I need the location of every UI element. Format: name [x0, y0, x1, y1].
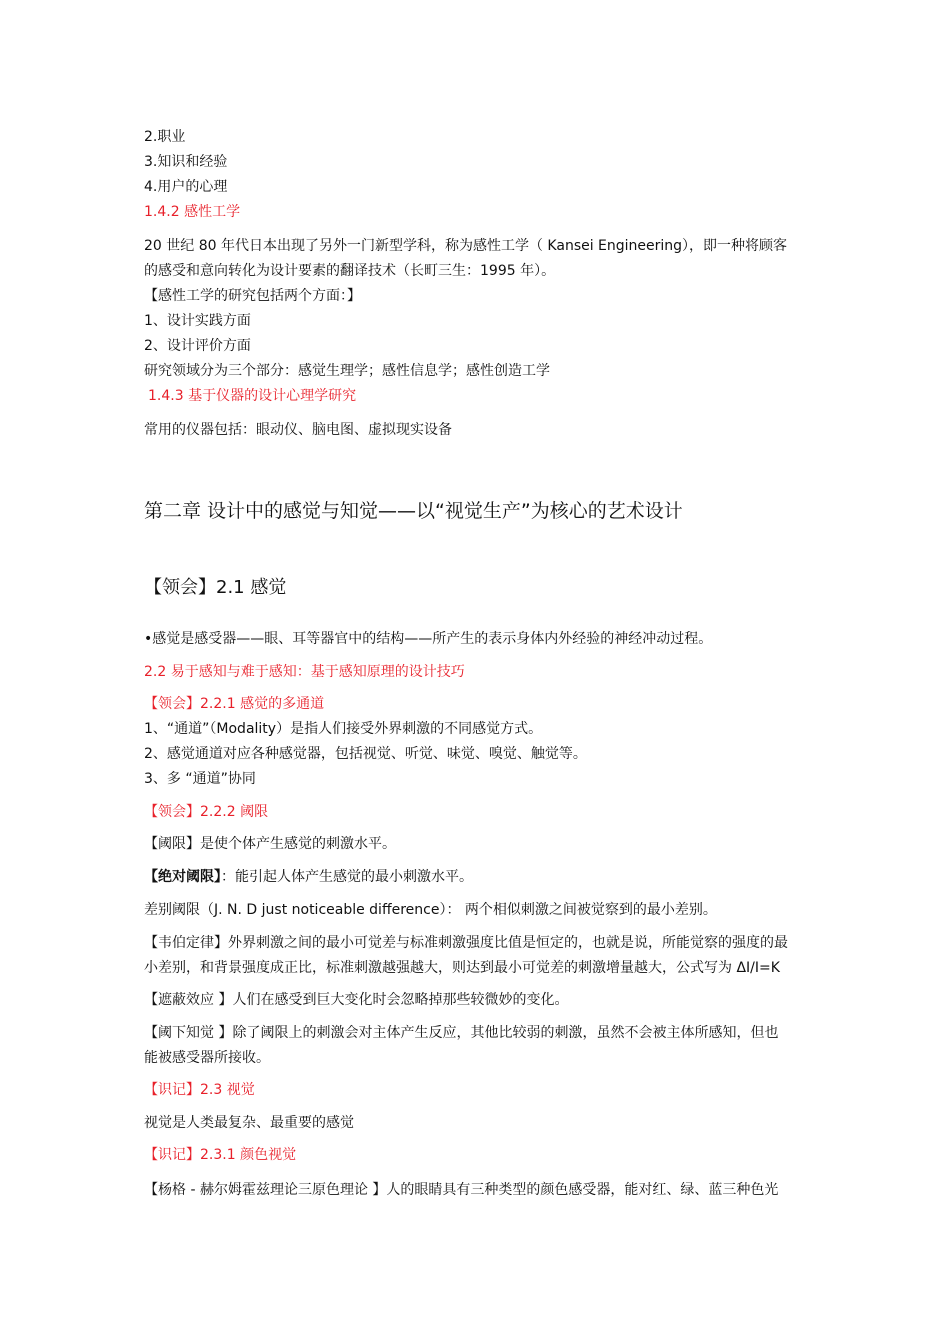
subliminal-perception-line-1: 【阈下知觉 】除了阈限上的刺激会对主体产生反应，其他比较弱的刺激，虽然不会被主体所感知，但也 — [144, 1025, 779, 1041]
section-heading-2-1: 【领会】2.1 感觉 — [144, 577, 287, 598]
section-heading-2-3-1: 【识记】2.3.1 颜色视觉 — [144, 1147, 297, 1163]
section-heading-2-2-1: 【领会】2.2.1 感觉的多通道 — [144, 696, 325, 712]
kansei-item-practice: 1、设计实践方面 — [144, 313, 251, 329]
jnd-definition: 差别阈限（J. N. D just noticeable difference）： 两个相似刺激之间被觉察到的最小差别。 — [144, 902, 717, 918]
weber-law-line-1: 【韦伯定律】外界刺激之间的最小可觉差与标准刺激强度比值是恒定的，也就是说，所能觉察的强度的最 — [144, 935, 788, 951]
kansei-research-fields: 研究领域分为三个部分：感觉生理学；感性信息学；感性创造工学 — [144, 363, 550, 379]
section-heading-1-4-2: 1.4.2 感性工学 — [144, 204, 241, 220]
weber-law-line-2: 小差别，和背景强度成正比，标准刺激越强越大，则达到最小可觉差的刺激增量越大，公式写为 ΔI/I=K — [144, 960, 780, 976]
vision-text: 视觉是人类最复杂、最重要的感觉 — [144, 1115, 354, 1131]
instruments-text: 常用的仪器包括：眼动仪、脑电图、虚拟现实设备 — [144, 422, 452, 438]
masking-effect: 【遮蔽效应 】人们在感受到巨大变化时会忽略掉那些较微妙的变化。 — [144, 992, 569, 1008]
section-heading-2-2: 2.2 易于感知与难于感知：基于感知原理的设计技巧 — [144, 664, 465, 680]
modality-item-1: 1、“通道”（Modality）是指人们接受外界刺激的不同感觉方式。 — [144, 721, 543, 737]
section-heading-2-3: 【识记】2.3 视觉 — [144, 1082, 255, 1098]
absolute-threshold — [144, 868, 814, 886]
modality-item-2: 2、感觉通道对应各种感觉器，包括视觉、听觉、味觉、嗅觉、触觉等。 — [144, 746, 587, 762]
kansei-research-lead: 【感性工学的研究包括两个方面：】 — [144, 288, 361, 304]
modality-item-3: 3、多 “通道”协同 — [144, 771, 256, 787]
list-item-knowledge: 3.知识和经验 — [144, 154, 228, 170]
kansei-item-evaluation: 2、设计评价方面 — [144, 338, 251, 354]
kansei-paragraph-line-1: 20 世纪 80 年代日本出现了另外一门新型学科，称为感性工学（ Kansei Engineering），即一种将顾客 — [144, 238, 788, 254]
young-helmholtz-line: 【杨格 - 赫尔姆霍兹理论三原色理论 】人的眼睛具有三种类型的颜色感受器，能对红、绿、蓝三种色光 — [144, 1182, 779, 1198]
sensation-definition: •感觉是感受器——眼、耳等器官中的结构——所产生的表示身体内外经验的神经冲动过程。 — [144, 631, 713, 647]
section-heading-1-4-3: 1.4.3 基于仪器的设计心理学研究 — [148, 388, 357, 404]
kansei-paragraph-line-2: 的感受和意向转化为设计要素的翻译技术（长町三生：1995 年）。 — [144, 263, 556, 279]
absolute-threshold-label: 【绝对阈限】 — [144, 869, 221, 885]
list-item-psychology: 4.用户的心理 — [144, 179, 228, 195]
list-item-occupation: 2.职业 — [144, 129, 186, 145]
section-heading-2-2-2: 【领会】2.2.2 阈限 — [144, 804, 269, 820]
absolute-threshold-text: ：能引起人体产生感觉的最小刺激水平。 — [221, 869, 473, 885]
threshold-definition: 【阈限】是使个体产生感觉的刺激水平。 — [144, 836, 396, 852]
subliminal-perception-line-2: 能被感受器所接收。 — [144, 1050, 270, 1066]
chapter-2-title: 第二章 设计中的感觉与知觉——以“视觉生产”为核心的艺术设计 — [144, 500, 683, 522]
